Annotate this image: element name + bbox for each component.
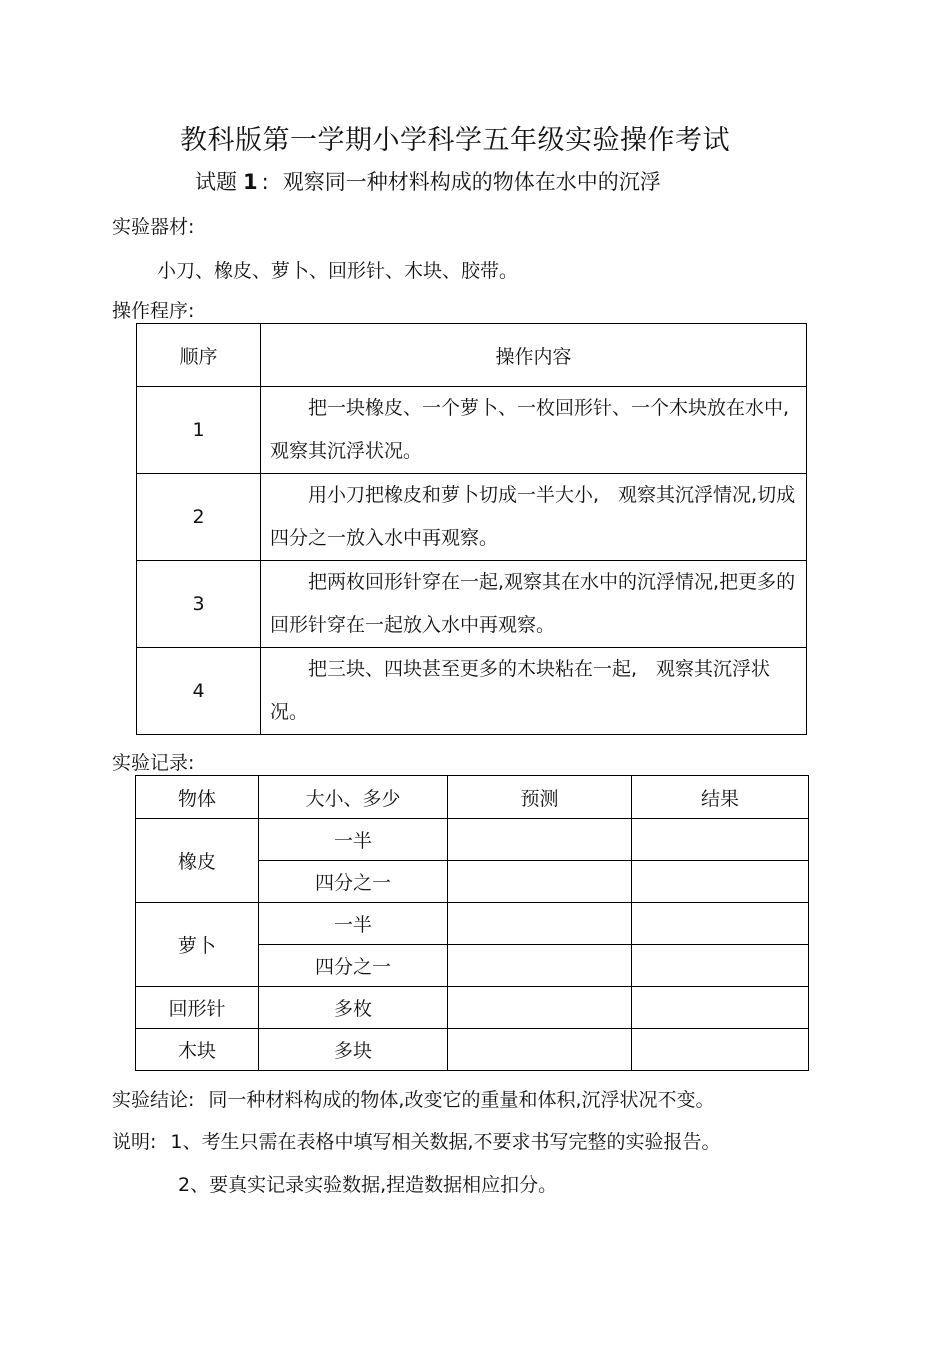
- note-item-1: 1、考生只需在表格中填写相关数据,不要求书写完整的实验报告。: [170, 1131, 721, 1153]
- procedure-table: [136, 323, 807, 735]
- result-cell[interactable]: [632, 1029, 809, 1071]
- record-row: [136, 987, 809, 1029]
- record-size-cell: 一半: [259, 903, 448, 945]
- record-header-object: 物体: [136, 776, 259, 819]
- record-size-cell: 多块: [259, 1029, 448, 1071]
- procedure-step-content: 用小刀把橡皮和萝卜切成一半大小, 观察其沉浮情况,切成四分之一放入水中再观察。: [261, 474, 807, 561]
- prediction-cell[interactable]: [448, 903, 632, 945]
- procedure-header-row: [137, 324, 807, 387]
- record-row: [136, 903, 809, 945]
- procedure-header-order: 顺序: [137, 324, 261, 387]
- conclusion-text: 同一种材料构成的物体,改变它的重量和体积,沉浮状况不变。: [208, 1089, 715, 1111]
- record-size-cell: 多枚: [259, 987, 448, 1029]
- procedure-row: [137, 474, 807, 561]
- record-object-cell: 回形针: [136, 987, 259, 1029]
- result-cell[interactable]: [632, 945, 809, 987]
- question-heading: [195, 166, 661, 196]
- procedure-label: 操作程序:: [112, 300, 195, 322]
- procedure-row: [137, 387, 807, 474]
- record-header-row: [136, 776, 809, 819]
- procedure-step-number: 4: [137, 648, 261, 735]
- page-title: 教科版第一学期小学科学五年级实验操作考试: [180, 125, 730, 156]
- result-cell[interactable]: [632, 987, 809, 1029]
- record-row: [136, 1029, 809, 1071]
- procedure-header-content: 操作内容: [261, 324, 807, 387]
- record-header-size: 大小、多少: [259, 776, 448, 819]
- record-object-cell: 木块: [136, 1029, 259, 1071]
- record-header-result: 结果: [632, 776, 809, 819]
- note-item-2: 2、要真实记录实验数据,捏造数据相应扣分。: [178, 1174, 558, 1196]
- prediction-cell[interactable]: [448, 819, 632, 861]
- materials-list: 小刀、橡皮、萝卜、回形针、木块、胶带。: [157, 260, 519, 282]
- question-text: 观察同一种材料构成的物体在水中的沉浮: [282, 170, 661, 194]
- record-label: 实验记录:: [112, 752, 195, 774]
- record-object-cell: 萝卜: [136, 903, 259, 987]
- record-size-cell: 四分之一: [259, 945, 448, 987]
- record-table: [135, 775, 809, 1071]
- record-size-cell: 四分之一: [259, 861, 448, 903]
- conclusion-label: 实验结论:: [112, 1089, 195, 1111]
- notes-line-1: [112, 1127, 721, 1154]
- result-cell[interactable]: [632, 819, 809, 861]
- question-number: 1: [243, 170, 258, 194]
- procedure-step-number: 1: [137, 387, 261, 474]
- materials-label: 实验器材:: [112, 216, 195, 238]
- result-cell[interactable]: [632, 861, 809, 903]
- record-row: [136, 819, 809, 861]
- procedure-step-number: 2: [137, 474, 261, 561]
- prediction-cell[interactable]: [448, 861, 632, 903]
- question-prefix: 试题: [195, 170, 237, 194]
- procedure-step-content: 把一块橡皮、一个萝卜、一枚回形针、一个木块放在水中,观察其沉浮状况。: [261, 387, 807, 474]
- record-object-cell: 橡皮: [136, 819, 259, 903]
- record-header-prediction: 预测: [448, 776, 632, 819]
- result-cell[interactable]: [632, 903, 809, 945]
- prediction-cell[interactable]: [448, 987, 632, 1029]
- question-colon: :: [261, 170, 269, 194]
- procedure-row: [137, 648, 807, 735]
- record-size-cell: 一半: [259, 819, 448, 861]
- prediction-cell[interactable]: [448, 1029, 632, 1071]
- procedure-step-number: 3: [137, 561, 261, 648]
- procedure-step-content: 把三块、四块甚至更多的木块粘在一起, 观察其沉浮状况。: [261, 648, 807, 735]
- procedure-row: [137, 561, 807, 648]
- notes-label: 说明:: [112, 1131, 157, 1153]
- procedure-step-content: 把两枚回形针穿在一起,观察其在水中的沉浮情况,把更多的回形针穿在一起放入水中再观察。: [261, 561, 807, 648]
- prediction-cell[interactable]: [448, 945, 632, 987]
- conclusion: [112, 1085, 715, 1112]
